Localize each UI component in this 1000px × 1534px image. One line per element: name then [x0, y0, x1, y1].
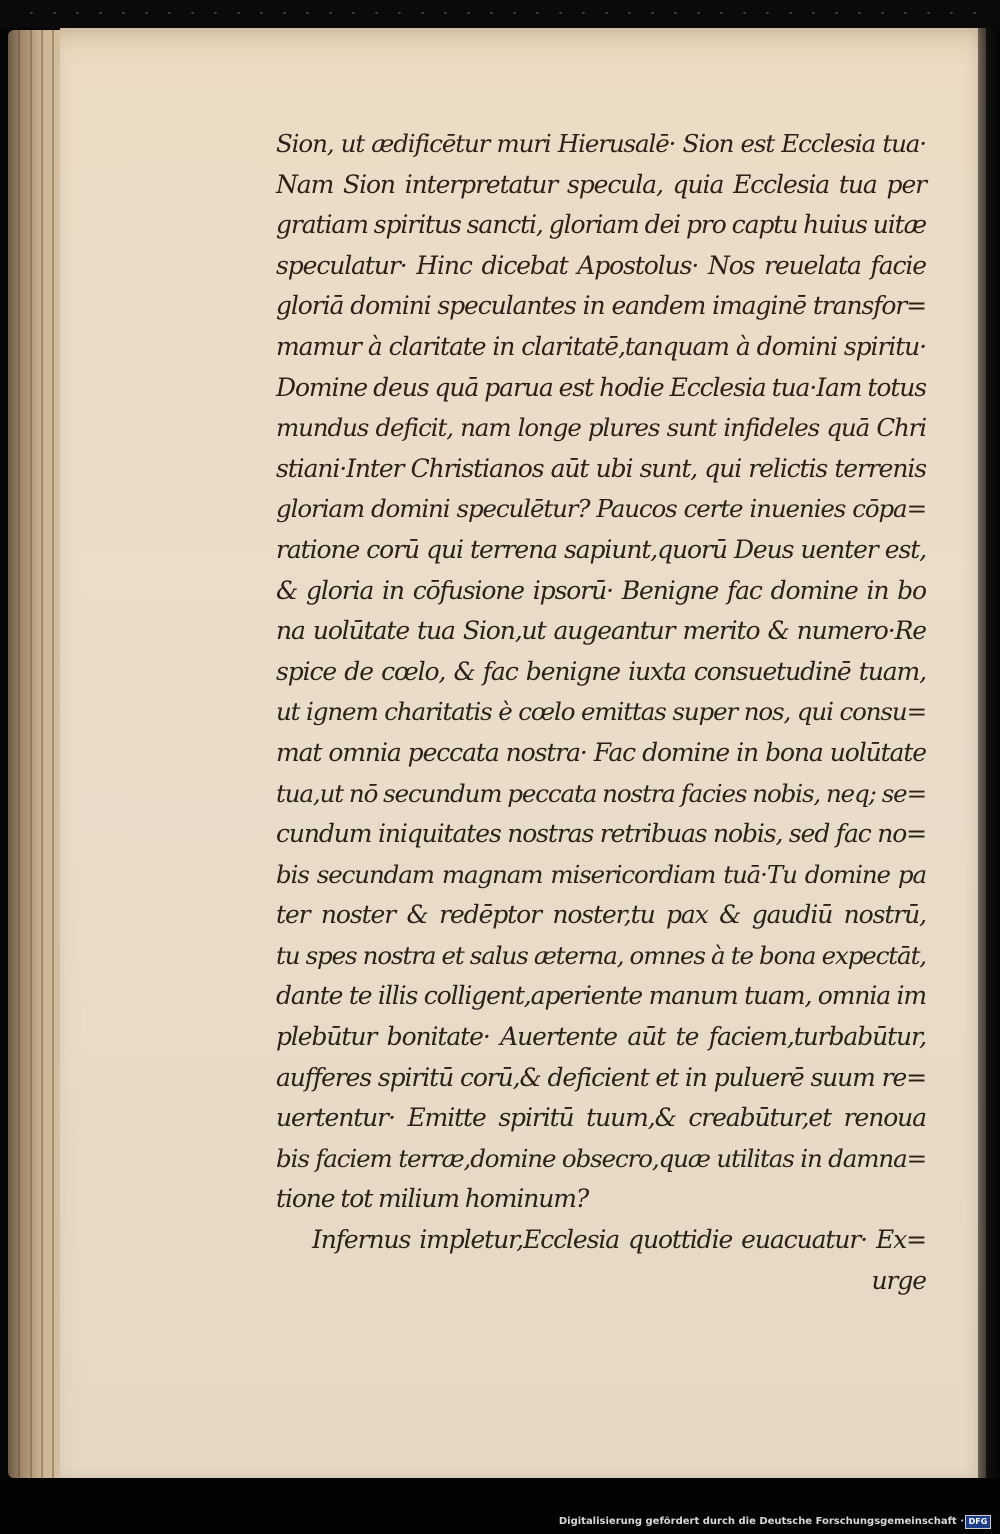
text-line-5: gloriā domini speculantes in eandem imaginē transfor= — [276, 291, 926, 321]
text-line-14: spice de cœlo, & fac benigne iuxta consuetudinē tuam, — [276, 656, 926, 686]
funding-notice: Digitalisierung gefördert durch die Deutsche Forschungsgemeinschaft · — [558, 1516, 964, 1527]
page-edge-line — [52, 30, 54, 1478]
scan-top-dots — [20, 12, 980, 14]
text-line-7: Domine deus quā parua est hodie Ecclesia tua·Iam totus — [276, 372, 926, 402]
page-edge-line — [18, 30, 20, 1478]
dfg-logo-icon: DFG — [965, 1515, 991, 1529]
text-line-19: bis secundam magnam misericordiam tuā·Tu domine pa — [276, 859, 926, 889]
text-line-22: dante te illis colligent,aperiente manum tuam, omnia im — [276, 981, 926, 1011]
page-edge-line — [41, 30, 43, 1478]
text-line-10: gloriam domini speculētur? Paucos certe inuenies cōpa= — [276, 494, 926, 524]
page-edge-line — [30, 30, 32, 1478]
text-line-6: mamur à claritate in claritatē,tanquam à domini spiritu· — [276, 331, 926, 361]
text-line-13: na uolūtate tua Sion,ut augeantur merito & numero·Re — [276, 616, 926, 646]
text-line-26: bis faciem terræ,domine obsecro,quæ utilitas in damna= — [276, 1143, 926, 1173]
text-line-11: ratione corū qui terrena sapiunt,quorū Deus uenter est, — [276, 534, 926, 564]
paragraph-start-line: Infernus impletur,Ecclesia quottidie euacuatur· Ex= — [312, 1225, 926, 1255]
text-line-27: tione tot milium hominum? — [276, 1184, 589, 1214]
catchword: urge — [871, 1265, 926, 1295]
text-line-25: uertentur· Emitte spiritū tuum,& creabūtur,et renoua — [276, 1103, 926, 1133]
text-line-12: & gloria in cōfusione ipsorū· Benigne fac domine in bo — [276, 575, 926, 605]
text-line-3: gratiam spiritus sancti, gloriam dei pro captu huius uitæ — [276, 210, 926, 240]
text-line-20: ter noster & redēptor noster,tu pax & gaudiū nostrū, — [276, 900, 926, 930]
page-text-block — [276, 124, 926, 1301]
text-line-17: tua,ut nō secundum peccata nostra facies nobis, neq; se= — [276, 778, 926, 808]
text-line-2: Nam Sion interpretatur specula, quia Ecclesia tua per — [276, 169, 926, 199]
text-line-9: stiani·Inter Christianos aūt ubi sunt, qui relictis terrenis — [276, 453, 926, 483]
book-page-edges — [8, 30, 68, 1478]
text-line-8: mundus deficit, nam longe plures sunt infideles quā Chri — [276, 413, 926, 443]
text-line-23: plebūtur bonitate· Auertente aūt te faciem,turbabūtur, — [276, 1022, 926, 1052]
text-line-18: cundum iniquitates nostras retribuas nobis, sed fac no= — [276, 819, 926, 849]
scan-top-border — [0, 0, 1000, 28]
text-line-21: tu spes nostra et salus æterna, omnes à te bona expectāt, — [276, 940, 926, 970]
text-line-24: aufferes spiritū corū,& deficient et in puluerē suum re= — [276, 1062, 926, 1092]
text-line-16: mat omnia peccata nostra· Fac domine in bona uolūtate — [276, 737, 926, 767]
page-gutter-shadow — [978, 28, 1000, 1478]
text-line-15: ut ignem charitatis è cœlo emittas super nos, qui consu= — [276, 697, 926, 727]
text-line-1: Sion, ut ædificētur muri Hierusalē· Sion est Ecclesia tua· — [276, 129, 926, 158]
text-line-4: speculatur· Hinc dicebat Apostolus· Nos reuelata facie — [276, 250, 926, 280]
